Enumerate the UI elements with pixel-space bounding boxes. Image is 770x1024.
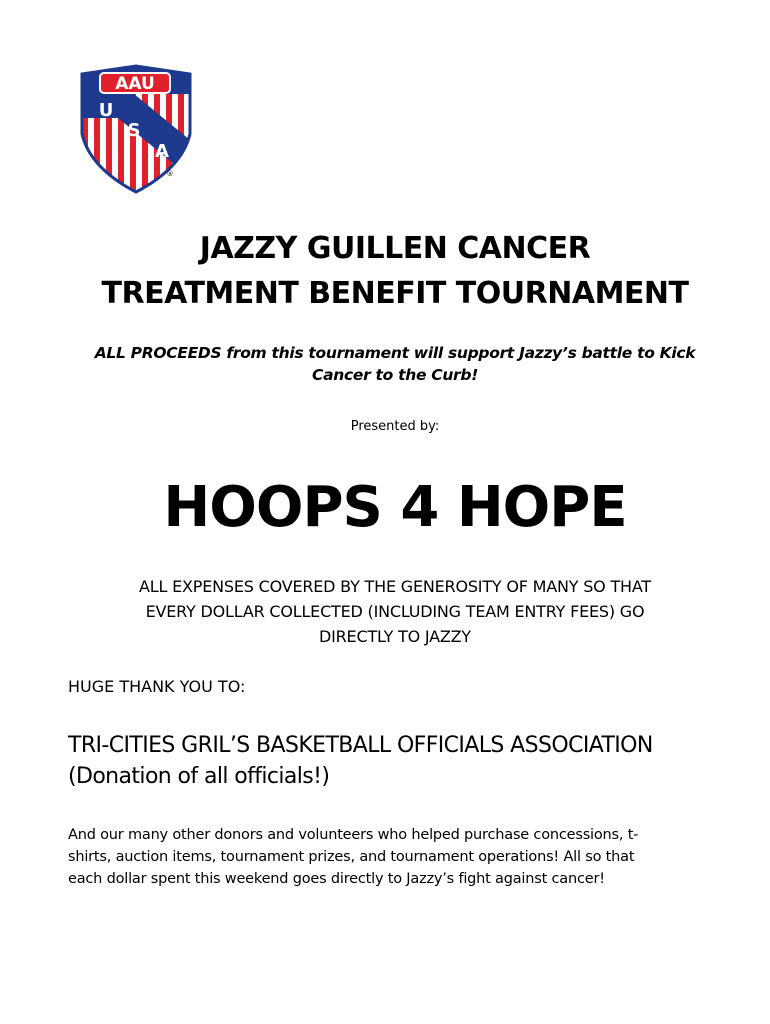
presented-by-label: Presented by: <box>350 419 440 434</box>
proceeds-line-2: Cancer to the Curb! <box>312 366 478 384</box>
logo-letter-s: S <box>127 120 141 141</box>
title-line-2: TREATMENT BENEFIT TOURNAMENT <box>101 276 689 311</box>
title-line-1: JAZZY GUILLEN CANCER <box>199 231 591 266</box>
expenses-statement <box>40 574 750 649</box>
donors-line-3: each dollar spent this weekend goes directly to Jazzy’s fight against cancer! <box>68 871 605 887</box>
logo-letter-u: U <box>98 100 114 121</box>
association-donation-note: (Donation of all officials!) <box>68 764 330 789</box>
donors-line-2: shirts, auction items, tournament prizes, and tournament operations! All so that <box>68 849 635 865</box>
logo-registered-mark: ® <box>166 170 174 178</box>
expenses-line-3: DIRECTLY TO JAZZY <box>319 627 471 646</box>
logo-aau-text: AAU <box>115 74 155 94</box>
aau-usa-logo-icon <box>78 64 194 194</box>
presenter-name: HOOPS 4 HOPE <box>163 475 627 540</box>
association-name: TRI-CITIES GRIL’S BASKETBALL OFFICIALS ASSOCIATION <box>68 733 653 758</box>
officials-association <box>68 730 758 792</box>
proceeds-line-1: ALL PROCEEDS from this tournament will support Jazzy’s battle to Kick <box>94 344 696 362</box>
expenses-line-2: EVERY DOLLAR COLLECTED (INCLUDING TEAM ENTRY FEES) GO <box>145 602 645 621</box>
donors-line-1: And our many other donors and volunteers who helped purchase concessions, t- <box>68 827 639 843</box>
proceeds-statement <box>40 342 750 386</box>
thanks-heading: HUGE THANK YOU TO: <box>68 677 246 696</box>
logo-letter-a: A <box>155 141 169 162</box>
donors-paragraph <box>68 824 748 890</box>
tournament-title <box>40 226 750 316</box>
expenses-line-1: ALL EXPENSES COVERED BY THE GENEROSITY OF MANY SO THAT <box>139 577 651 596</box>
